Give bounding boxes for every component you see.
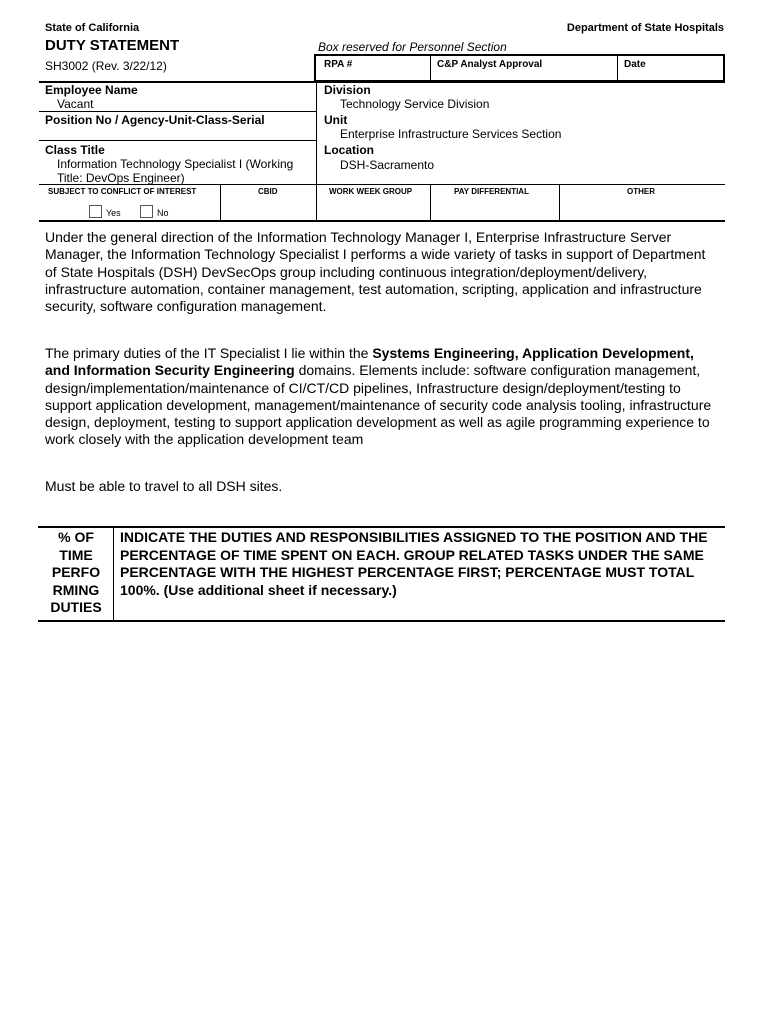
rpa-field[interactable] (340, 70, 426, 79)
other-label: OTHER (627, 187, 655, 196)
date-field[interactable] (624, 70, 718, 79)
conflict-no-checkbox[interactable] (140, 205, 153, 218)
division-value[interactable]: Technology Service Division (340, 97, 490, 111)
duties-paragraph (45, 345, 719, 449)
yes-label: Yes (106, 208, 121, 218)
rpa-label: RPA # (324, 59, 353, 70)
class-title-label: Class Title (45, 143, 105, 157)
pay-differential-label: PAY DIFFERENTIAL (454, 187, 529, 196)
conflict-yes-checkbox[interactable] (89, 205, 102, 218)
cp-approval-label: C&P Analyst Approval (437, 59, 543, 70)
unit-value[interactable]: Enterprise Infrastructure Services Section (340, 127, 562, 141)
class-title-value[interactable]: Information Technology Specialist I (Working Title: DevOps Engineer) (57, 157, 294, 185)
agency-name: State of California (45, 22, 140, 34)
division-label: Division (324, 83, 371, 97)
summary-paragraph: Under the general direction of the Information Technology Manager I, Enterprise Infrastructure Server Manager, the Information Technology Specialist I performs a wide variety of tasks in support of Department of State Hospitals (DSH) DevSecOps group including continuous integration/deployment/delivery, infrastructure automation, container management, test automation, scripting, application and infrastructure security, software configuration management. (45, 229, 706, 315)
cp-approval-field[interactable] (437, 70, 613, 79)
duties-instructions: INDICATE THE DUTIES AND RESPONSIBILITIES ASSIGNED TO THE POSITION AND THE PERCENTAGE OF TIME SPENT ON EACH. GROUP RELATED TASKS UNDER THE SAME PERCENTAGE WITH THE HIGHEST PERCENTAGE FIRST; PERCENTAGE MUST TOTAL 100%. (Use additional sheet if necessary.) (120, 529, 708, 598)
no-label: No (157, 208, 169, 218)
employee-name-label: Employee Name (45, 83, 138, 97)
duties-text-intro: The primary duties of the IT Specialist I lie within the (45, 345, 373, 361)
cbid-label: CBID (258, 187, 278, 196)
employee-name-value[interactable]: Vacant (57, 97, 94, 111)
department-name: Department of State Hospitals (566, 22, 724, 34)
location-value[interactable]: DSH-Sacramento (340, 158, 435, 172)
form-number: SH3002 (Rev. 3/22/12) (45, 59, 167, 73)
work-week-label: WORK WEEK GROUP (329, 187, 413, 196)
duties-text-elements: domains. Elements include: software configuration management, design/implementation/maintenance of CI/CT/CD pipelines, Infrastructure design/deployment/testing to support application development, management/maintenance of security code analysis tooling, infrastructure design, deployment, testing to support application development as well as agile programming experience to work closely with the application development team (45, 362, 712, 448)
location-label: Location (324, 143, 374, 157)
reserved-note: Box reserved for Personnel Section (318, 40, 507, 54)
conflict-label: SUBJECT TO CONFLICT OF INTEREST (48, 187, 197, 196)
unit-label: Unit (324, 113, 348, 127)
percent-time-header: % OF TIME PERFO RMING DUTIES (50, 529, 102, 615)
position-no-value[interactable] (57, 127, 307, 139)
date-label: Date (624, 59, 646, 70)
page-title: DUTY STATEMENT (45, 37, 180, 54)
position-no-label: Position No / Agency-Unit-Class-Serial (45, 113, 265, 127)
duties-domains: Systems Engineering, Application Development, and Information Security Engineering (45, 345, 694, 379)
travel-paragraph: Must be able to travel to all DSH sites. (45, 478, 283, 494)
